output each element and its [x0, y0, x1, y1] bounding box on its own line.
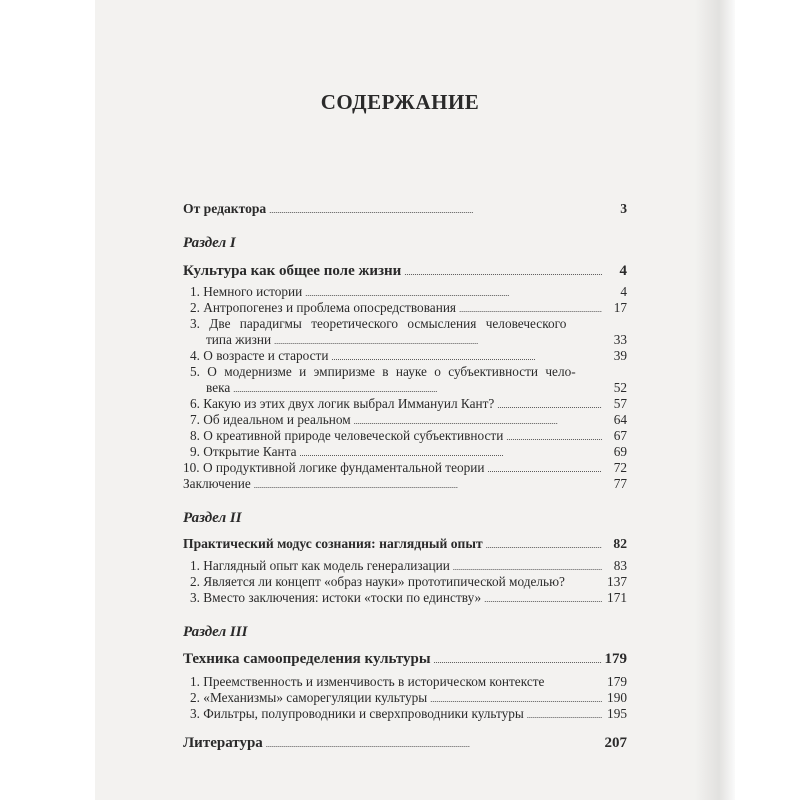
- dot-leader: [434, 651, 602, 669]
- toc-entry: [190, 574, 627, 590]
- entry-label: 2. Является ли концепт «образ науки» прототипической моделью?: [190, 574, 565, 589]
- dot-leader: [527, 706, 602, 724]
- dot-leader: [404, 263, 602, 281]
- dot-leader: [254, 476, 602, 494]
- dot-leader: [266, 735, 602, 753]
- entry-page: 33: [613, 332, 627, 347]
- entry-page: 137: [607, 574, 627, 589]
- entry-label: 1. Немного истории: [190, 284, 303, 299]
- entry-label: века: [206, 380, 231, 395]
- entry-page: 77: [613, 476, 627, 491]
- dot-leader: [269, 201, 602, 219]
- entry-page: 69: [613, 444, 627, 459]
- toc-entry-literature: [183, 735, 627, 753]
- entry-label: 1. Преемственность и изменчивость в историческом контексте: [190, 674, 545, 689]
- entry-label: 10. О продуктивной логике фундаментальной теории: [183, 460, 485, 475]
- entry-label: 2. Антропогенез и проблема опосредствования: [190, 300, 457, 315]
- entry-page: 4: [620, 284, 627, 299]
- section-heading: Раздел I: [183, 235, 236, 251]
- entry-label: 1. Наглядный опыт как модель генерализации: [190, 558, 450, 573]
- toc-chapter: [183, 263, 627, 281]
- entry-page: 57: [613, 396, 627, 411]
- entry-label: 6. Какую из этих двух логик выбрал Иммануил Кант?: [190, 396, 495, 411]
- entry-label: 5. О модернизме и эмпиризме в науке о субъективности чело-: [190, 364, 576, 379]
- entry-page: 190: [607, 690, 627, 705]
- toc-entry-editor: [183, 201, 627, 219]
- entry-label: 7. Об идеальном и реальном: [190, 412, 351, 427]
- entry-page: 83: [613, 558, 627, 573]
- toc-entry: [190, 364, 627, 380]
- entry-label: Литература: [183, 735, 263, 751]
- entry-page: 179: [604, 651, 627, 667]
- entry-page: 67: [613, 428, 627, 443]
- toc-entry: [190, 590, 627, 608]
- entry-page: 4: [619, 263, 627, 279]
- entry-page: 64: [613, 412, 627, 427]
- dot-leader: [486, 536, 602, 554]
- entry-label: Техника самоопределения культуры: [183, 651, 431, 667]
- entry-page: 3: [620, 201, 627, 216]
- toc-entry: [190, 706, 627, 724]
- page-title: СОДЕРЖАНИЕ: [320, 90, 480, 114]
- toc-entry: [190, 674, 627, 690]
- toc-entry: [183, 476, 627, 494]
- toc-entry: [190, 316, 627, 332]
- entry-label: 4. О возрасте и старости: [190, 348, 329, 363]
- entry-page: 82: [613, 536, 627, 551]
- entry-label: 8. О креативной природе человеческой субъективности: [190, 428, 504, 443]
- entry-page: 72: [613, 460, 627, 475]
- toc-chapter: [183, 651, 627, 669]
- entry-page: 52: [613, 380, 627, 395]
- section-heading: Раздел III: [183, 624, 248, 640]
- dot-leader: [484, 590, 602, 608]
- entry-label: 9. Открытие Канта: [190, 444, 297, 459]
- entry-label: Практический модус сознания: наглядный опыт: [183, 536, 483, 551]
- entry-label: 2. «Механизмы» саморегуляции культуры: [190, 690, 428, 705]
- entry-page: 179: [607, 674, 627, 689]
- entry-page: 195: [607, 706, 627, 721]
- entry-page: 171: [607, 590, 627, 605]
- entry-label: 3. Вместо заключения: истоки «тоски по единству»: [190, 590, 482, 605]
- section-heading: Раздел II: [183, 510, 242, 526]
- entry-label: 3. Фильтры, полупроводники и сверхпроводники культуры: [190, 706, 524, 721]
- toc-chapter: [183, 536, 627, 554]
- entry-page: 207: [604, 735, 627, 751]
- entry-page: 17: [613, 300, 627, 315]
- entry-page: 39: [613, 348, 627, 363]
- entry-label: От редактора: [183, 201, 267, 216]
- entry-label: Культура как общее поле жизни: [183, 263, 402, 279]
- entry-label: 3. Две парадигмы теоретического осмысления человеческого: [190, 316, 567, 331]
- entry-label: Заключение: [183, 476, 251, 491]
- entry-label: типа жизни: [206, 332, 272, 347]
